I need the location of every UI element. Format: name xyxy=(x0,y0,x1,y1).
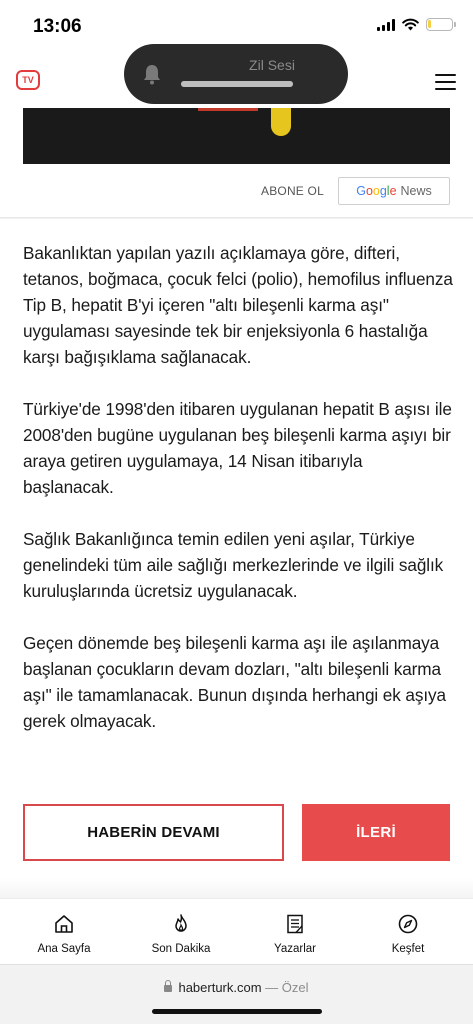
status-bar xyxy=(0,0,473,50)
next-button[interactable]: İLERİ xyxy=(302,804,450,861)
article-paragraph: Geçen dönemde beş bileşenli karma aşı ile aşılanmaya başlanan çocukların devam dozları, "altı bileşenli karma aşı" ile tamamlanacak. Bunun dışında herhangi ek aşıya gerek olmayacak. xyxy=(23,633,447,731)
tv-logo-text: TV xyxy=(22,75,34,85)
google-news-label: News xyxy=(400,184,432,198)
google-letter: e xyxy=(389,184,397,198)
article-paragraph: Türkiye'de 1998'den itibaren uygulanan hepatit B aşısı ile 2008'den bugüne uygulanan beş bileşenli karma aşıyı bir araya getiren uygulamaya, 14 Nisan itibarıyla başlanacak. xyxy=(23,399,452,497)
google-news-button[interactable] xyxy=(338,177,450,205)
cellular-signal-icon xyxy=(377,19,395,31)
subscribe-label: ABONE OL xyxy=(261,184,324,198)
article-image xyxy=(23,108,450,164)
browser-url-bar[interactable] xyxy=(0,964,473,1024)
nav-item-home[interactable] xyxy=(14,913,114,957)
url-separator: — xyxy=(261,980,282,995)
google-letter: l xyxy=(386,184,390,198)
google-letter: o xyxy=(372,184,380,198)
status-time: 13:06 xyxy=(33,16,82,37)
url-display[interactable] xyxy=(0,980,473,995)
section-separator xyxy=(0,878,473,898)
document-icon xyxy=(284,913,306,935)
ringer-title: Zil Sesi xyxy=(249,57,295,73)
battery-icon xyxy=(426,18,453,31)
tv-logo[interactable] xyxy=(16,70,40,90)
flame-icon xyxy=(170,913,192,935)
status-icons xyxy=(377,18,453,31)
nav-label: Son Dakika xyxy=(151,943,211,955)
lock-icon xyxy=(164,985,172,992)
bottom-nav xyxy=(0,898,473,964)
ringer-volume-fill xyxy=(181,81,293,87)
ringer-notification xyxy=(124,44,348,104)
hamburger-menu-icon[interactable] xyxy=(435,74,456,90)
nav-label: Ana Sayfa xyxy=(37,943,91,955)
read-more-button[interactable]: HABERİN DEVAMI xyxy=(23,804,284,861)
nav-label: Yazarlar xyxy=(274,943,316,955)
home-indicator[interactable] xyxy=(152,1009,322,1014)
ringer-volume-bar xyxy=(181,81,293,87)
compass-icon xyxy=(397,913,419,935)
divider xyxy=(0,218,473,219)
google-letter: o xyxy=(365,184,373,198)
battery-level-fill xyxy=(428,20,431,28)
nav-item-breaking-news[interactable] xyxy=(131,913,231,957)
home-icon xyxy=(53,913,75,935)
nav-item-authors[interactable] xyxy=(245,913,345,957)
wifi-icon xyxy=(402,18,419,31)
article-paragraph: Bakanlıktan yapılan yazılı açıklamaya göre, difteri, tetanos, boğmaca, çocuk felci (polio), hemofilus influenza Tip B, hepatit B'yi içeren "altı bileşenli karma aşı" uygulaması sayesinde tek bir enjeksiyonla 6 hastalığa karşı bağışıklama sağlanacak. xyxy=(23,243,453,367)
google-letter: g xyxy=(379,184,387,198)
subscribe-row xyxy=(0,176,473,206)
url-domain: haberturk.com xyxy=(178,980,262,995)
article-body xyxy=(23,240,455,760)
private-mode-label: Özel xyxy=(281,980,309,995)
bell-icon xyxy=(142,63,162,85)
image-graphic-line xyxy=(198,108,258,111)
nav-item-discover[interactable] xyxy=(358,913,458,957)
image-graphic-shape xyxy=(271,108,291,136)
google-letter: G xyxy=(356,184,366,198)
article-paragraph: Sağlık Bakanlığınca temin edilen yeni aşılar, Türkiye genelindeki tüm aile sağlığı merkezlerinde ve ilgili sağlık kuruluşlarında ücretsiz uygulanacak. xyxy=(23,529,444,601)
nav-label: Keşfet xyxy=(391,943,425,955)
